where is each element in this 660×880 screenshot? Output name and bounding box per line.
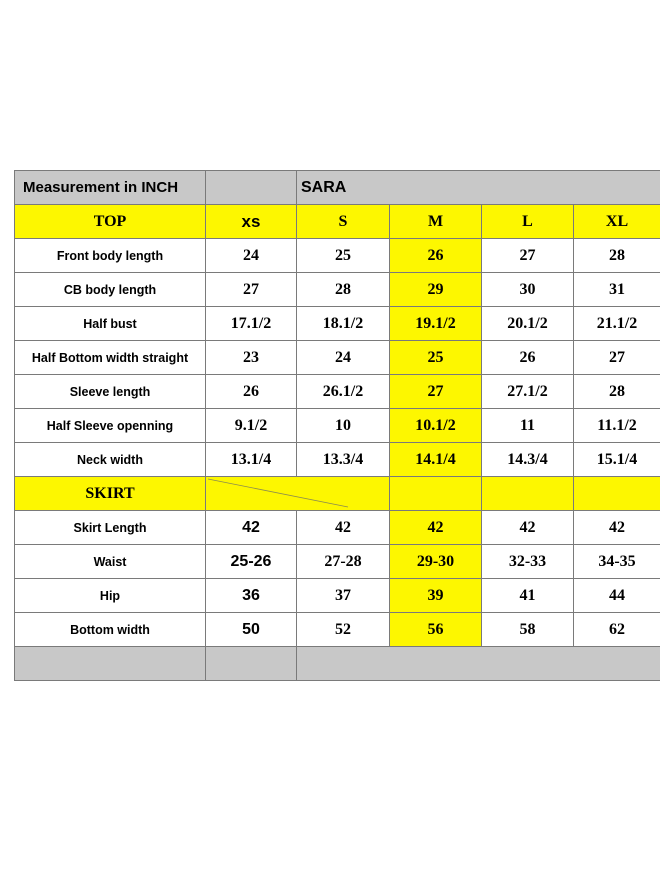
size-header-m: M (390, 205, 482, 239)
value-cell: 28 (574, 239, 660, 273)
top-section-row (15, 205, 660, 239)
table-row (15, 545, 660, 579)
row-label: Sleeve length (15, 375, 206, 409)
value-cell: 30 (482, 273, 574, 307)
skirt-header-slash-cell (206, 477, 390, 511)
skirt-header-blank-cell (574, 477, 660, 511)
size-header-xl: XL (574, 205, 660, 239)
value-cell: 58 (482, 613, 574, 647)
value-cell: 11 (482, 409, 574, 443)
value-cell: 41 (482, 579, 574, 613)
value-cell-highlight: 14.1/4 (390, 443, 482, 477)
value-cell: 10 (297, 409, 390, 443)
value-cell: 62 (574, 613, 660, 647)
value-cell: 26.1/2 (297, 375, 390, 409)
value-cell: 37 (297, 579, 390, 613)
table-row (15, 579, 660, 613)
value-cell: 14.3/4 (482, 443, 574, 477)
value-cell: 17.1/2 (206, 307, 297, 341)
size-chart-table (14, 170, 660, 681)
row-label: Bottom width (15, 613, 206, 647)
table-row (15, 273, 660, 307)
skirt-section-label: SKIRT (15, 477, 206, 511)
value-cell: 24 (206, 239, 297, 273)
value-cell: 27 (206, 273, 297, 307)
value-cell: 31 (574, 273, 660, 307)
value-cell: 23 (206, 341, 297, 375)
skirt-section-row (15, 477, 660, 511)
value-cell-highlight: 29 (390, 273, 482, 307)
row-label: CB body length (15, 273, 206, 307)
value-cell-highlight: 10.1/2 (390, 409, 482, 443)
value-cell: 36 (206, 579, 297, 613)
value-cell: 25-26 (206, 545, 297, 579)
value-cell: 15.1/4 (574, 443, 660, 477)
table-row (15, 511, 660, 545)
value-cell: 13.1/4 (206, 443, 297, 477)
footer-cell (297, 647, 660, 681)
table-row (15, 375, 660, 409)
value-cell: 27-28 (297, 545, 390, 579)
footer-row (15, 647, 660, 681)
value-cell: 26 (482, 341, 574, 375)
row-label: Half Bottom width straight (15, 341, 206, 375)
value-cell: 27.1/2 (482, 375, 574, 409)
table-row (15, 613, 660, 647)
diagonal-line-mark (206, 477, 390, 511)
skirt-header-blank-cell (390, 477, 482, 511)
row-label: Front body length (15, 239, 206, 273)
value-cell: 13.3/4 (297, 443, 390, 477)
table-row (15, 307, 660, 341)
value-cell-highlight: 56 (390, 613, 482, 647)
value-cell: 11.1/2 (574, 409, 660, 443)
value-cell-highlight: 29-30 (390, 545, 482, 579)
footer-cell (15, 647, 206, 681)
value-cell-highlight: 26 (390, 239, 482, 273)
value-cell-highlight: 19.1/2 (390, 307, 482, 341)
value-cell: 28 (574, 375, 660, 409)
size-header-s: S (297, 205, 390, 239)
value-cell: 20.1/2 (482, 307, 574, 341)
value-cell: 18.1/2 (297, 307, 390, 341)
value-cell: 9.1/2 (206, 409, 297, 443)
header-blank-cell (206, 171, 297, 205)
value-cell-highlight: 27 (390, 375, 482, 409)
value-cell: 34-35 (574, 545, 660, 579)
footer-cell (206, 647, 297, 681)
table-row (15, 341, 660, 375)
measurement-unit-title: Measurement in INCH (15, 171, 206, 205)
table-row (15, 443, 660, 477)
row-label: Half Sleeve openning (15, 409, 206, 443)
skirt-header-blank-cell (482, 477, 574, 511)
row-label: Half bust (15, 307, 206, 341)
table-row (15, 239, 660, 273)
value-cell: 21.1/2 (574, 307, 660, 341)
value-cell: 25 (297, 239, 390, 273)
value-cell: 44 (574, 579, 660, 613)
row-label: Hip (15, 579, 206, 613)
value-cell: 27 (574, 341, 660, 375)
value-cell: 26 (206, 375, 297, 409)
value-cell: 24 (297, 341, 390, 375)
size-header-l: L (482, 205, 574, 239)
value-cell: 42 (482, 511, 574, 545)
header-row (15, 171, 660, 205)
value-cell-highlight: 25 (390, 341, 482, 375)
row-label: Skirt Length (15, 511, 206, 545)
value-cell: 42 (297, 511, 390, 545)
value-cell: 27 (482, 239, 574, 273)
brand-name: SARA (297, 171, 660, 205)
row-label: Waist (15, 545, 206, 579)
value-cell: 52 (297, 613, 390, 647)
value-cell: 42 (574, 511, 660, 545)
row-label: Neck width (15, 443, 206, 477)
value-cell: 50 (206, 613, 297, 647)
value-cell: 42 (206, 511, 297, 545)
value-cell-highlight: 42 (390, 511, 482, 545)
value-cell-highlight: 39 (390, 579, 482, 613)
value-cell: 32-33 (482, 545, 574, 579)
top-section-label: TOP (15, 205, 206, 239)
value-cell: 28 (297, 273, 390, 307)
table-row (15, 409, 660, 443)
size-header-xs: xs (206, 205, 297, 239)
